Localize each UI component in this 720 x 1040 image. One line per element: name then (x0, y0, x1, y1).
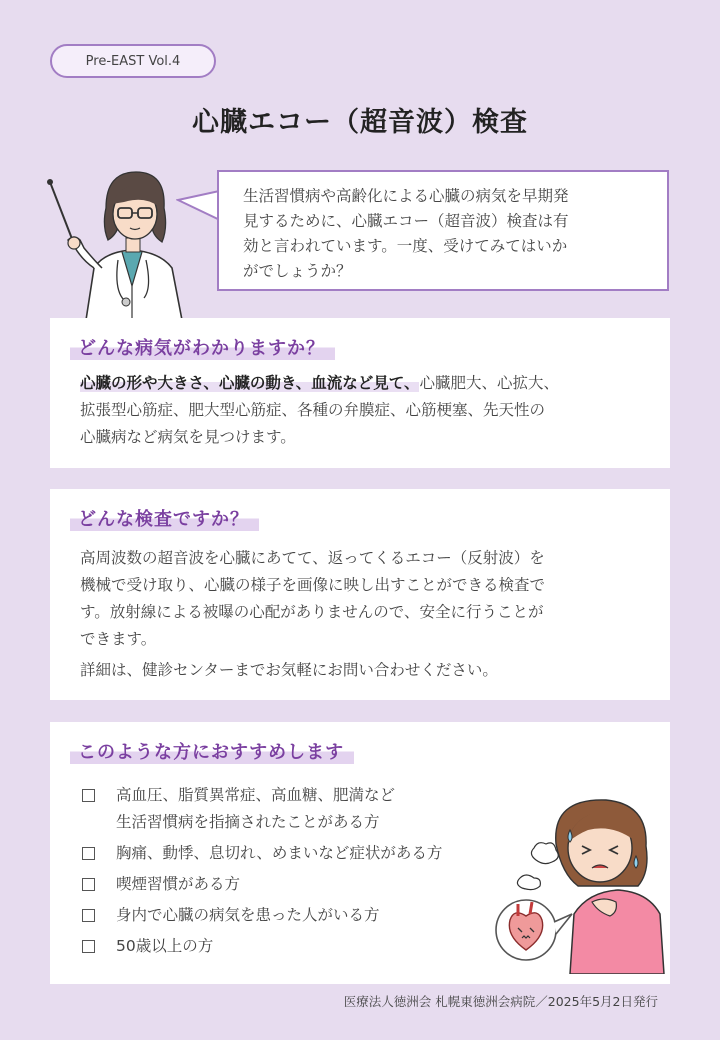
list-item (80, 782, 520, 836)
list-item-text: 身内で心臓の病気を患った人がいる方 (116, 906, 380, 924)
section-diseases (50, 318, 670, 468)
list-item (80, 902, 520, 929)
contact-note: 詳細は、健診センターまでお気軽にお問い合わせください。 (80, 661, 498, 679)
intro-line: 効と言われています。一度、受けてみてはいか (243, 237, 568, 255)
footer-publisher: 医療法人徳洲会 札幌東徳洲会病院／2025年5月2日発行 (343, 994, 658, 1009)
intro-line: 見するために、心臓エコー（超音波）検査は有 (243, 212, 569, 230)
list-item-text: 胸痛、動悸、息切れ、めまいなど症状がある方 (116, 844, 443, 862)
section-recommend-heading: このような方におすすめします (70, 738, 354, 764)
intro-line: がでしょうか？ (243, 262, 352, 280)
list-item (80, 933, 520, 960)
page-title: 心臓エコー（超音波）検査 (192, 107, 528, 138)
doctor-icon (44, 168, 194, 320)
highlight-text: 心臓の形や大きさ、心臓の動き、血流など見て、 (80, 374, 420, 392)
section-exam (50, 489, 670, 700)
patient-chest-pain-icon (488, 794, 668, 974)
section-diseases-heading: どんな病気がわかりますか？ (70, 334, 335, 360)
checkbox-icon[interactable] (82, 940, 95, 953)
recommend-checklist (80, 782, 520, 964)
list-item (80, 871, 520, 898)
issue-badge-label: Pre-EAST Vol.4 (85, 53, 181, 69)
checkbox-icon[interactable] (82, 847, 95, 860)
intro-line: 生活習慣病や高齢化による心臓の病気を早期発 (243, 187, 569, 205)
checkbox-icon[interactable] (82, 878, 95, 891)
text-line: できます。 (80, 630, 157, 648)
checkbox-icon[interactable] (82, 909, 95, 922)
list-item-text: 喫煙習慣がある方 (116, 875, 241, 893)
text-line: 心臓病など病気を見つけます。 (80, 428, 296, 446)
list-item-text: 50歳以上の方 (116, 937, 214, 955)
section-exam-text (80, 545, 648, 684)
intro-speech-bubble (217, 170, 669, 291)
text-line: 機械で受け取り、心臓の様子を画像に映し出すことができる検査で (80, 576, 546, 594)
list-item (80, 840, 520, 867)
issue-badge (50, 44, 216, 78)
text-line: す。放射線による被曝の心配がありませんので、安全に行うことが (80, 603, 544, 621)
section-diseases-text (80, 370, 648, 451)
list-item-text: 生活習慣病を指摘されたことがある方 (116, 813, 380, 831)
list-item-text: 高血圧、脂質異常症、高血糖、肥満など (116, 786, 396, 804)
section-exam-heading: どんな検査ですか？ (70, 505, 259, 531)
text-line: 拡張型心筋症、肥大型心筋症、各種の弁膜症、心筋梗塞、先天性の (80, 401, 546, 419)
text-line: 心臓肥大、心拡大、 (419, 374, 559, 392)
text-line: 高周波数の超音波を心臓にあてて、返ってくるエコー（反射波）を (80, 549, 545, 567)
checkbox-icon[interactable] (82, 789, 95, 802)
